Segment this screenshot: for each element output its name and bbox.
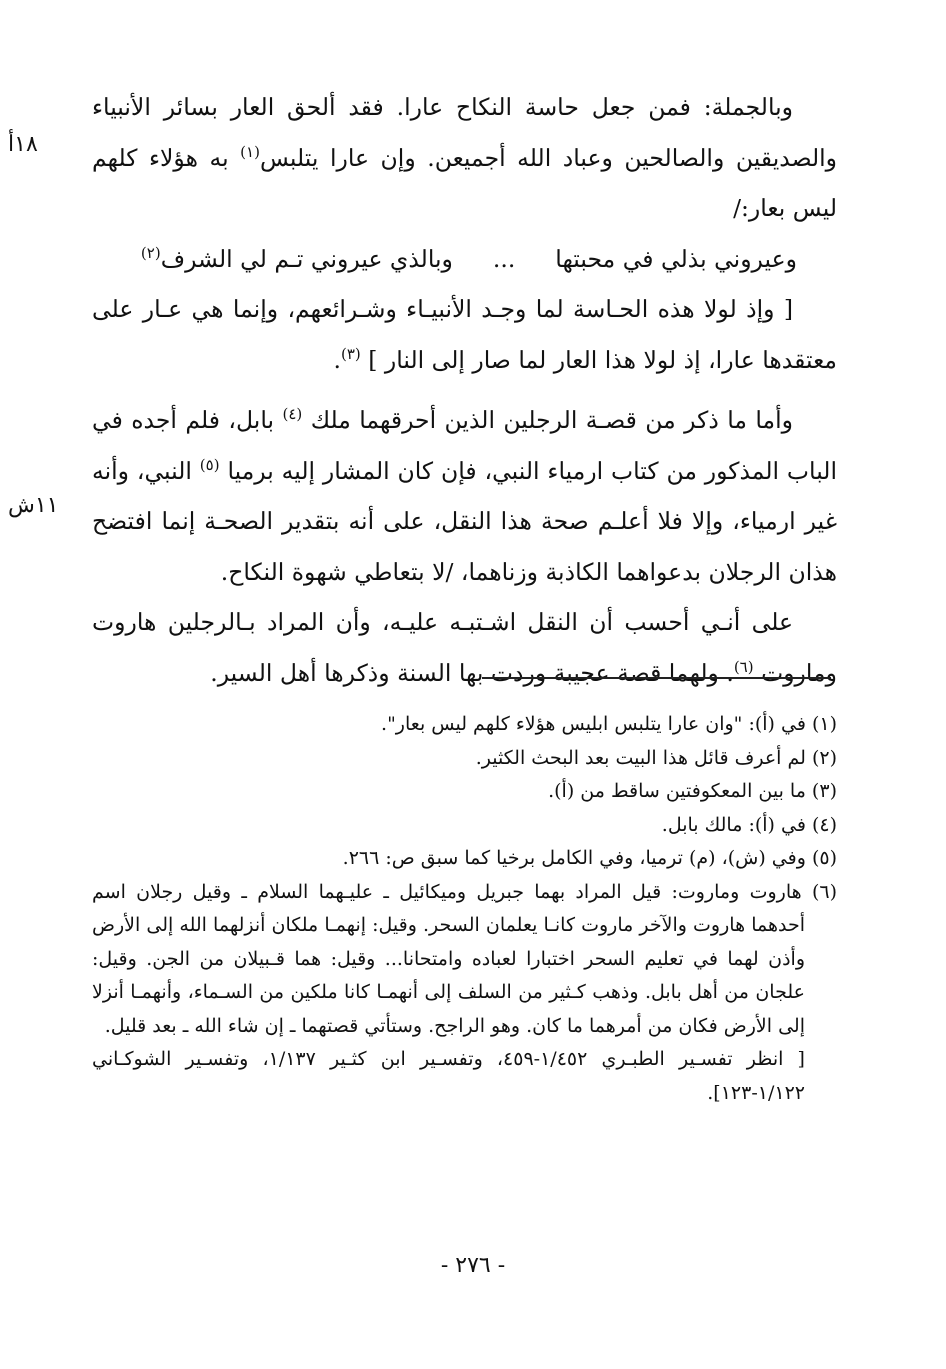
paragraph-4-text-a: على أنـي أحسب أن النقل اشـتبـه عليـه، وأن المراد بـالرجلين هاروت وماروت [92, 608, 837, 687]
paragraph-3-text-a: وأما ما ذكر من قصـة الرجلين الذين أحرقهما ملك [310, 406, 793, 434]
footnote-ref-3: (٣) [341, 344, 361, 363]
verse-line [92, 234, 837, 285]
footnote-ref-6: (٦) [733, 657, 754, 676]
footnote-3: (٣) ما بين المعكوفتين ساقط من (أ). [548, 780, 837, 802]
footnote-ref-5: (٥) [199, 455, 220, 474]
verse-hemistich-2 [141, 234, 453, 285]
footnote-6-references: [ انظر تفسـير الطبـري ١/٤٥٢-٤٥٩، وتفسـير ابن كثـير ١/١٣٧، وتفسـير الشوكـاني ١/١٢٢-١٢٣]. [92, 1048, 805, 1104]
paragraph-1 [92, 82, 837, 234]
footnote-1: (١) في (أ): "وان عارا يتلبس ابليس هؤلاء كلهم ليس بعار". [381, 713, 837, 735]
main-text [92, 82, 837, 698]
footnote-ref-4: (٤) [282, 405, 303, 424]
paragraph-1-text: وبالجملة: فمن جعل حاسة النكاح عارا. فقد ألحق العار بسائر الأنبياء والصديقين والصالحين وعباد الله أجميعن. وإن عارا يتلبس [92, 93, 837, 172]
footnote-4: (٤) في (أ): مالك بابل. [661, 813, 837, 836]
footnote-ref-1: (١) [240, 142, 260, 161]
footnote-6: (٦) هاروت وماروت: قيل المراد بهما جبريل وميكائيل ـ عليـهما السلام ـ وقيل رجلان اسم أحدهما هاروت والآخر ماروت كانـا يعلمان السحر. وقيل: إنهمـا ملكان أنزلهما الله إلى الأرض وأذن لهما في تعليم السحر اختبارا لعباده وامتحانا... وقيل: هما قـبيلان من الجن. وقيل: علجان من أهل بابل. وذهب كـثير من السلف إلى أنهمـا كانا ملكين من السـماء، وأنهمـا أنزلا إلى الأرض فكان من أمرهما ما كان. وهو الراجح. وستأتي قصتهما ـ إن شاء الله ـ بعد قليل. [92, 880, 837, 1037]
footnote-separator [482, 677, 831, 679]
paragraph-2-text: [ وإذ لولا هذه الحـاسة لما وجـد الأنبيـاء وشـرائعهم، وإنما هي عـار على معتقدها عارا، إذ لولا هذا العار لما صار إلى النار ] [92, 295, 837, 374]
verse-separator: ... [492, 244, 516, 273]
paragraph-1-tail: به هؤلاء كلهم ليس بعار:/ [92, 143, 837, 222]
verse-hemistich-1: وعيروني بذلي في محبتها [555, 244, 797, 273]
footnotes [92, 708, 837, 1110]
paragraph-2: [ وإذ لولا هذه الحـاسة لما وجـد الأنبيـاء وشـرائعهم، وإنما هي عـار على معتقدها عارا، إذ لولا هذا العار لما صار إلى النار ] $^{(٣)}$. [92, 295, 837, 374]
footnote-2: (٢) لم أعرف قائل هذا البيت بعد البحث الكثير. [475, 746, 837, 769]
margin-note-2: ١١ش [8, 493, 59, 518]
paragraph-4 [92, 597, 837, 698]
verse-hemistich-2-text: وبالذي عيروني تـم لي الشرف [160, 244, 453, 273]
margin-note-1: ١٨أ [8, 132, 38, 157]
paragraph-3 [92, 395, 837, 597]
footnote-ref-2: (٢) [140, 243, 161, 262]
paragraph-3-text-b: بابل، فلم أجده في الباب المذكور من كتاب ارمياء النبي، فإن كان المشار إليه برميا [92, 406, 837, 485]
footnote-5: (٥) وفي (ش)، (م) ترميا، وفي الكامل برخيا كما سبق ص: ٢٦٦. [342, 847, 837, 869]
page-number: - ٢٧٦ - [440, 1253, 506, 1278]
paragraph-3-text-c: النبي، وأنه غير ارمياء، وإلا فلا أعلـم صحة هذا النقل، على أنه بتقدير الصحـة إنما افتضح هذان الرجلان بدعواهما الكاذبة وزناهما، /لا بتعاطي شهوة النكاح. [92, 456, 837, 586]
paragraph-4-text-b: . ولهما قصة عجيبة وردت بها السنة وذكرها أهل السير. [210, 658, 734, 687]
